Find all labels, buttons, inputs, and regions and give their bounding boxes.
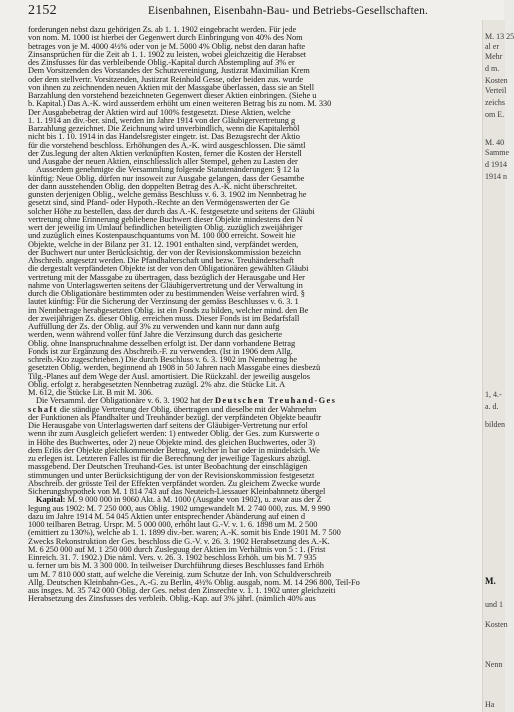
- text-line: oder dem stellvertr. Vorsitzenden, Justizrat Reinhold Gesse, oder beiden zus. wurde: [28, 74, 304, 84]
- edge-fragment: Nenn: [485, 660, 503, 669]
- text-line: von nom. M. 1000 ist hierbei der Gegenwert durch Einbringung von 40% des Nom: [28, 33, 303, 43]
- edge-fragment: bilden: [485, 420, 505, 429]
- text-line: im Nennbetrage herabgesetzten Oblig. ist ein Fonds zu bilden, welcher mind. den Be: [28, 305, 309, 315]
- text-line: dem Erlös der Objekte gleichkommender Betrag, welcher in bar oder in mündelsich. We: [28, 445, 320, 455]
- text-line: der Buchwert nur unter Berücksichtig. der von der Revisionskommission bezeichn: [28, 247, 301, 257]
- text-line: u. ferner um bis M. 3 300 000. In teilweiser Durchführung dieses Beschlusses fand Erhöh: [28, 561, 324, 571]
- edge-fragment: 1, 4.-: [485, 390, 502, 399]
- text-line: gesetzt sind, sind Pfand- oder Hypoth.-Rechte an den Vermögenswerten der Ge: [28, 198, 290, 208]
- text-line: legung aus 1902: M. 7 250 000, aus Oblig. 1902 umgewandelt M. 2 740 000, zus. M. 9 990: [28, 503, 331, 513]
- text-line: Die Herausgabe von Unterlagswerten darf seitens der Gläubiger-Vertretung nur erfol: [28, 421, 308, 430]
- text-line: der Funktionen als Pfandhalter und Treuhänder bezügl. der verpfändeten Objekte beauftr: [28, 412, 322, 422]
- running-head: Eisenbahnen, Eisenbahn-Bau- und Betriebs-Gesellschaften.: [148, 5, 428, 17]
- edge-fragment: Samme: [485, 148, 509, 157]
- text-line: Auffüllung der Zs. der Oblig. auf 3% zu verwenden und kann nur dann aufg: [28, 322, 280, 331]
- text-line: des Zinsfusses für das verbleibende Oblig.-Kapital durch Abstempling auf 3% er: [28, 58, 295, 67]
- text-line: Einreich. 31. 7. 1902.) Die näml. Vers. v. 26. 3. 1902 beschloss Erhöh. um bis M. 7 935: [28, 553, 317, 562]
- edge-fragment: om E.: [485, 110, 505, 119]
- text-line: massgebend. Der Deutschen Treuhand-Ges. ist unter Beobachtung der einschlägigen: [28, 462, 308, 472]
- edge-fragment: Mehr: [485, 52, 503, 61]
- text-line: zu erlegen ist. Letzteren Falles ist für die Berechnung der jeweilige Tageskurs abzügl.: [28, 454, 311, 463]
- text-line: der zweijährigen Zs. dieser Oblig. erreichen muss. Dieser Fonds ist im Bedarfsfall: [28, 313, 300, 323]
- text-line: nahme von Unterlagswerten seitens der Gläubigervertretung und der Verwaltung in: [28, 280, 303, 290]
- text-line: Oblig. ohne Inanspruchnahme desselben erfolgt ist. Der dann vorhandene Betrag: [28, 338, 296, 348]
- text-line: lautet künftig: Für die Sicherung der Verzinsung der gemäss Beschlusses v. 6. 3. 1: [28, 297, 299, 307]
- text-line: Zinsansprüchen für die Zeit ab 1. 1. 1902 zu leisten, wobei gleichzeitig die Herabset: [28, 49, 307, 59]
- adjacent-page-edge: [482, 20, 514, 712]
- text-line: gesetzten Oblig. werden, beginnend ab 1908 in 50 Jahren nach Massgabe eines diesbezü: [28, 363, 321, 373]
- text-line: in Höhe des Buchwertes, oder 2) neue Objekte mind. des gleichen Buchwertes, oder 3): [28, 437, 316, 447]
- edge-fragment: d 1914: [485, 160, 507, 169]
- text-line: werden, wenn während voller fünf Jahre die Verzinsung durch das gesicherte: [28, 330, 283, 340]
- edge-fragment: Kosten: [485, 620, 508, 629]
- text-line: und Ausgabe der neuen Aktien, einschliesslich aller Stempel, gehen zu Lasten der: [28, 157, 298, 166]
- text-line: wert der jeweilig im Umlauf befindlichen beteiligten Oblig. zuzüglich zweijähriger: [28, 223, 303, 232]
- edge-fragment: M. 40: [485, 138, 505, 147]
- edge-fragment: Kosten: [485, 76, 508, 85]
- edge-fragment: M.: [485, 576, 496, 586]
- text-line: M. 6 250 000 auf M. 1 250 000 durch Zusleguug der Aktien im Verhältnis von 5 : 1. (Frist: [28, 544, 326, 554]
- text-line: der Zus.legung der alten Aktien verknüpften Kosten, ferner die Kosten der Herstell: [28, 148, 302, 158]
- body-text-column: [28, 26, 480, 604]
- text-line: Oblig. erfolgt z. herabgesetzten Nennbetrag zuzügl. 2% abz. die Stücke Lit. A: [28, 379, 286, 389]
- text-line: 1000 teilbaren Betrag. Urspr. M. 5 000 000, erhöht laut G.-V. v. 1. 6. 1898 um M. 2 500: [28, 520, 318, 529]
- text-line: Barzahlung gezeichnet. Die Zeichnung wird unverbindlich, wenn die Kapitalerhöl: [28, 124, 300, 133]
- text-line: gunsten derjenigen Oblig., welche gemäss Beschluss v. 6. 3. 1902 im Nennbetrag he: [28, 190, 307, 199]
- text-line: Ausserdem genehmigte die Versammlung folgende Statutenänderungen: § 12 la: [36, 165, 300, 175]
- text-line: dazu im Jahre 1914 M. 54 045 Aktien unter entsprechender Abänderung auf einen d: [28, 511, 305, 521]
- text-line: Tilg.-Planes auf dem Wege der Ausl. amortisiert. Die Rückzahl. der jeweilig ausgelos: [28, 371, 310, 381]
- text-line: 1. 1. 1914 an div.-ber. sind, werden im Jahre 1914 von der Gläubigervertretung g: [28, 115, 296, 125]
- text-line: der dann ausstehenden Oblig. den doppelten Betrag des A.-K. nicht überschreitet.: [28, 181, 298, 191]
- text-line: schreib.-Kto zugeschrieben.) Die durch Beschluss v. 6. 3. 1902 im Nennbetrag he: [28, 355, 298, 364]
- text-line: solcher Höhe zu bestellen, dass der durch das A.-K. festgesetzte und seitens der Gläubi: [28, 206, 315, 216]
- text-line: die dergestalt verpfändeten Objekte ist der von den Obligationären gewählten Gläubi: [28, 264, 309, 274]
- page-header: [28, 3, 488, 19]
- edge-fragment: Ha: [485, 700, 495, 709]
- text-line: Der Ausgabebetrag der Aktien wird auf 100% festgesetzt. Diese Aktien, welche: [28, 107, 291, 117]
- page-number: 2152: [28, 3, 57, 18]
- text-line: Abschreib. angesetzt werden. Die Pfandhalterschaft und bezw. Treuhänderschaft: [28, 256, 294, 265]
- text-line: und zuzüglich eines Kostenpauschquantums von M. 100 000 erreicht. Soweit hie: [28, 231, 296, 241]
- text-line: Kapital: M. 9 000 000 in 9060 Akt. à M. 1000 (Ausgabe von 1902), u. zwar aus der Z: [36, 495, 322, 505]
- text-line: Dem Vorsitzenden des Vorstandes der Schutzvereinigung, Justizrat Maximilian Krem: [28, 66, 310, 76]
- edge-fragment: al er: [485, 42, 499, 51]
- edge-fragment: d m.: [485, 64, 500, 73]
- text-line: vertretung mit der Massgabe zu übertragen, dass bezüglich der Herausgabe und Her: [28, 272, 305, 282]
- edge-fragment: zeichs: [485, 98, 505, 107]
- text-line: Barzahlung den vorstehend bezeichneten Gegenwert dieser Aktien einbringen. (Siehe u: [28, 91, 317, 100]
- edge-fragment: und 1: [485, 600, 503, 609]
- edge-fragment: Verteil: [485, 86, 507, 95]
- text-line: vertretung ohne Erinnerung gebliebene Buchwert dieser Objekte mindestens den N: [28, 214, 303, 224]
- text-line: durch die Obligationäre bestimmten oder zu bestimmenden Weise verfahren wird. §: [28, 289, 305, 298]
- text-line: M. 612, die Stücke Lit. B mit M. 306.: [28, 388, 153, 397]
- text-line: betrages von je M. 4000 4½% oder von je M. 5000 4% Oblig. nebst den daran hafte: [28, 41, 306, 51]
- text-line: von ihnen zu zeichnenden neuen Aktien mit der Massgabe überlassen, dass sie an Stell: [28, 82, 315, 92]
- edge-fragment: M. 13 25: [485, 32, 514, 41]
- text-line: für die vorstehend beschloss. Erhöhungen des A.-K. wird ausgeschlossen. Die sämtl: [28, 140, 306, 150]
- edge-fragment: a. d.: [485, 402, 499, 411]
- text-line: aus insges. M. 35 742 000 Oblig. der Ges. nebst den Zinsrechte v. 1. 1. 1902 unter gleichzeiti: [28, 586, 336, 595]
- text-line: Die Versamml. der Obligationäre v. 6. 3. 1902 hat der Deutschen Treuhand-Ges: [36, 396, 337, 406]
- text-line: um M. 7 810 000 statt, auf welche die Vereinig. zum Schutze der Inh. von Schuldverschreib: [28, 569, 332, 579]
- text-line: Sicherungshypothek von M. 1 814 743 auf das Neuteich-Liessauer Kleinbahnnetz übergel: [28, 487, 326, 496]
- text-line: Fonds ist zur Ergänzung des Abschreib.-F. zu verwenden. (Ist in 1906 dem Allg.: [28, 346, 293, 356]
- text-line: forderungen nebst dazu gehörigen Zs. ab 1. 1. 1902 eingebracht werden. Für jede: [28, 25, 297, 34]
- text-line: schaft die ständige Vertretung der Oblig. übertragen und dieselbe mit der Wahrnehm: [28, 404, 317, 414]
- text-line: b. Kapital.) Das A.-K. wird ausserdem erhöht um einen weiteren Betrag bis zu nom. M. 330: [28, 99, 332, 109]
- text-line: Objekte, welche in der Bilanz per 31. 12. 1901 enthalten sind, verpfändet werden,: [28, 239, 299, 249]
- text-line: (emittiert zu 130%), welche ab 1. 1. 1899 div.-ber. waren; A.-K. somit bis Ende 1901 M. 7 500: [28, 528, 341, 538]
- text-line: Abschreib. der grösste Teil der Effekten verpfändet worden. Zu gleichem Zwecke wurde: [28, 478, 321, 488]
- text-line: Allg. Deutschen Kleinbahn-Ges., A.-G. zu Berlin, 4½% Oblig. ausgab, nom. M. 14 296 800, Teil-Fo: [28, 577, 360, 587]
- text-line: nicht bis 1. 10. 1914 in das Handelsregister eingetr. ist. Das Bezugsrecht der Aktio: [28, 132, 300, 142]
- text-line: wenn ihr zum Ausgleich geliefert werden: 1) entweder Oblig. der Ges. zum Kurswerte o: [28, 429, 320, 439]
- edge-fragment: 1914 n: [485, 172, 507, 181]
- text-line: künftig: Neue Oblig. dürfen nur insoweit zur Ausgabe gelangen, dass der Gesamtbe: [28, 173, 305, 183]
- text-line: Zwecks Rekonstruktion der Ges. beschloss die G.-V. v. 26. 3. 1902 Herabsetzung des A.-K.: [28, 536, 330, 546]
- text-line: stimmungen und unter Berücksichtigung der von der Revisionskommission festgesetzt: [28, 470, 315, 480]
- text-line: Herabsetzung des Zinsfusses des verbleib. Oblig.-Kap. auf 3% jährl. (nämlich 40% aus: [28, 594, 316, 604]
